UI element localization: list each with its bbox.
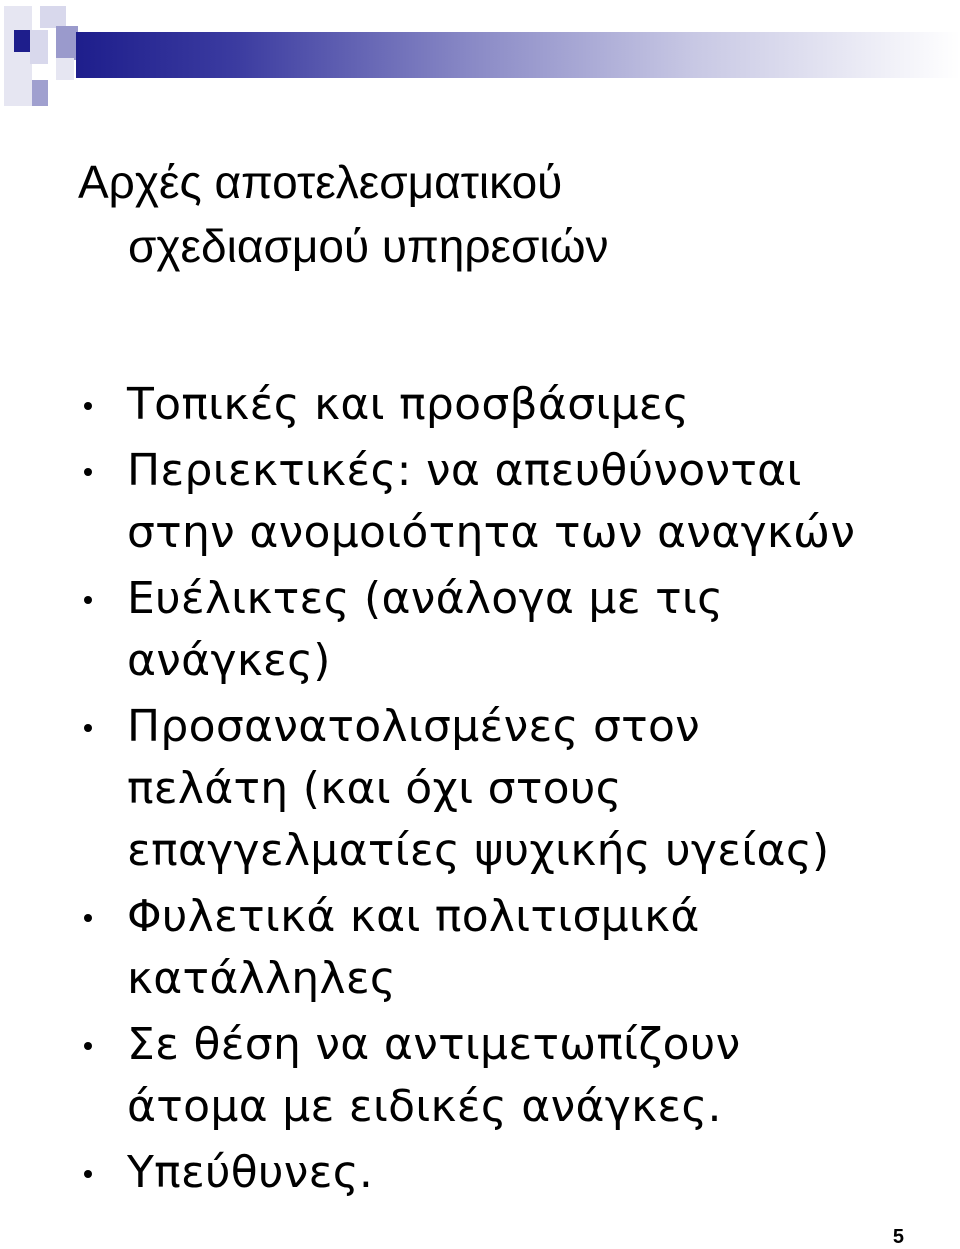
bullet-item [0,1142,960,1204]
bullet-item [0,440,960,564]
bullet-text: κατάλληλες [127,953,397,1004]
deco-square [4,6,32,106]
deco-square [56,26,78,60]
deco-square [30,30,48,64]
bullet-text: Προσανατολισμένες στον [127,701,701,752]
bullet-item [0,696,960,882]
bullet-text: Υπεύθυνες. [127,1147,374,1198]
deco-square [40,6,66,28]
bullet-dot-icon [84,1170,92,1178]
bullet-text: Περιεκτικές: να απευθύνονται [127,445,802,496]
bullet-text: Σε θέση να αντιμετωπίζουν [127,1019,741,1070]
bullet-dot-icon [84,1042,92,1050]
bullet-item [0,886,960,1010]
bullet-text: Τοπικές και προσβάσιμες [127,379,690,430]
bullet-text: στην ανομοιότητα των αναγκών [127,507,856,558]
bullet-text: Ευέλικτες (ανάλογα με τις [127,573,724,624]
slide-title [78,150,609,278]
deco-square [32,80,48,106]
header-gradient-bar [76,32,960,78]
bullet-dot-icon [84,402,92,410]
bullet-text: άτομα με ειδικές ανάγκες. [127,1081,722,1132]
deco-square [14,30,30,52]
bullet-item [0,1014,960,1138]
bullet-item [0,374,960,436]
bullet-text: πελάτη (και όχι στους [127,763,622,814]
deco-square [56,58,74,80]
bullet-dot-icon [84,724,92,732]
bullet-item [0,568,960,692]
bullet-list [0,374,960,1208]
bullet-dot-icon [84,914,92,922]
slide-title-line-1: Αρχές αποτελεσματικού [78,156,563,208]
header-decoration [0,0,960,110]
slide-title-line-2: σχεδιασμού υπηρεσιών [128,220,609,272]
bullet-dot-icon [84,468,92,476]
bullet-text: ανάγκες) [127,635,331,686]
bullet-dot-icon [84,596,92,604]
page-number: 5 [892,1226,904,1248]
bullet-text: Φυλετικά και πολιτισμικά [127,891,700,942]
bullet-text: επαγγελματίες ψυχικής υγείας) [127,825,830,876]
